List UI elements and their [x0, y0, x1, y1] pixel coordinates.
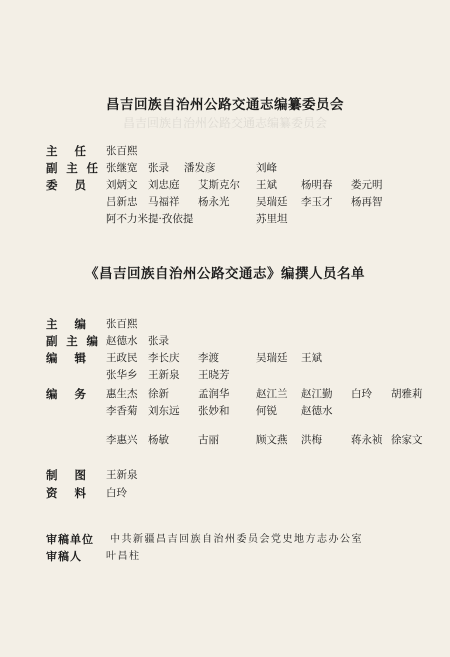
- materials-row: [0, 485, 450, 501]
- label-char: 主: [46, 144, 58, 158]
- person-name: 何锐: [256, 405, 277, 417]
- person-name: 顾文燕: [256, 434, 288, 446]
- person-name: 张继宽: [106, 162, 138, 174]
- label-char: 委: [46, 178, 58, 192]
- person-name: 吕新忠: [106, 196, 138, 208]
- person-name: 李渡: [198, 352, 219, 364]
- label-char: 主: [66, 161, 78, 175]
- label-review-unit: 审稿单位: [46, 533, 94, 546]
- label-char: 任: [86, 161, 98, 175]
- person-name: 吴瑞廷: [256, 196, 288, 208]
- person-name: 杨永光: [198, 196, 230, 208]
- person-name: 杨再智: [351, 196, 383, 208]
- person-name: 张百熙: [106, 318, 138, 330]
- label-char: 任: [74, 144, 86, 158]
- person-name: 苏里坦: [256, 213, 288, 225]
- reviewer-value: 叶昌柱: [106, 551, 141, 562]
- label-drafting: [46, 467, 86, 483]
- label-chief-editor: [46, 316, 86, 332]
- person-name: 艾斯克尔: [198, 179, 240, 191]
- label-staff: [46, 386, 86, 402]
- review-unit-value: 中共新疆昌吉回族自治州委员会党史地方志办公室: [110, 534, 363, 545]
- person-name: 赵德水: [106, 335, 138, 347]
- label-reviewer: 审稿人: [46, 550, 82, 563]
- person-name: 张录: [148, 162, 169, 174]
- deputy-editor-row: [0, 333, 450, 349]
- person-name: 刘峰: [256, 162, 277, 174]
- person-name: 赵江勤: [301, 388, 333, 400]
- committee-deputy-row: [0, 160, 450, 176]
- person-name: 杨明春: [301, 179, 333, 191]
- committee-director-row: [0, 143, 450, 159]
- bleed-through-text: 昌吉回族自治州公路交通志编纂委员会: [122, 116, 327, 130]
- label-director: [46, 143, 86, 159]
- staff-row2: [0, 403, 450, 419]
- committee-members-row1: [0, 177, 450, 193]
- label-editors: [46, 350, 86, 366]
- person-name: 刘炳文: [106, 179, 138, 191]
- person-name: 白玲: [106, 487, 127, 499]
- committee-title: 昌吉回族自治州公路交通志编纂委员会: [106, 97, 344, 113]
- reviewer-row: [0, 549, 450, 565]
- person-name: 古丽: [198, 434, 219, 446]
- label-char: 务: [74, 387, 86, 401]
- person-name: 孟润华: [198, 388, 230, 400]
- person-name: 徐新: [148, 388, 169, 400]
- person-name: 赵江兰: [256, 388, 288, 400]
- editors-title: 《昌吉回族自治州公路交通志》编撰人员名单: [85, 266, 365, 282]
- label-char: 编: [86, 334, 98, 348]
- person-name: 杨敏: [148, 434, 169, 446]
- person-name: 阿不力米提·孜依提: [106, 213, 194, 225]
- person-name: 王晓芳: [198, 369, 230, 381]
- editors-row2: [0, 367, 450, 383]
- person-name: 张百熙: [106, 145, 138, 157]
- person-name: 张录: [148, 335, 169, 347]
- person-name: 刘东远: [148, 405, 180, 417]
- label-deputy-director: [46, 160, 98, 176]
- person-name: 张华乡: [106, 369, 138, 381]
- label-members: [46, 177, 86, 193]
- person-name: 王新泉: [106, 469, 138, 481]
- label-char: 料: [74, 486, 86, 500]
- label-char: 制: [46, 468, 58, 482]
- label-char: 编: [74, 317, 86, 331]
- person-name: 王新泉: [148, 369, 180, 381]
- staff-row3: [0, 432, 450, 448]
- person-name: 刘忠庭: [148, 179, 180, 191]
- label-deputy-editor: [46, 333, 98, 349]
- drafting-row: [0, 467, 450, 483]
- person-name: 白玲: [351, 388, 372, 400]
- person-name: 李玉才: [301, 196, 333, 208]
- committee-members-row2: [0, 194, 450, 210]
- person-name: 李惠兴: [106, 434, 138, 446]
- staff-row1: [0, 386, 450, 402]
- person-name: 王政民: [106, 352, 138, 364]
- person-name: 吴瑞廷: [256, 352, 288, 364]
- label-char: 员: [74, 178, 86, 192]
- label-materials: [46, 485, 86, 501]
- label-char: 副: [46, 161, 58, 175]
- label-char: 图: [74, 468, 86, 482]
- person-name: 王斌: [256, 179, 277, 191]
- committee-members-row3: [0, 211, 450, 227]
- person-name: 惠生杰: [106, 388, 138, 400]
- person-name: 徐家文: [391, 434, 423, 446]
- chief-editor-row: [0, 316, 450, 332]
- label-char: 编: [46, 387, 58, 401]
- label-char: 资: [46, 486, 58, 500]
- editors-row1: [0, 350, 450, 366]
- person-name: 洪梅: [301, 434, 322, 446]
- label-char: 主: [46, 317, 58, 331]
- person-name: 张妙和: [198, 405, 230, 417]
- person-name: 马福祥: [148, 196, 180, 208]
- person-name: 王斌: [301, 352, 322, 364]
- person-name: 李香菊: [106, 405, 138, 417]
- label-char: 主: [66, 334, 78, 348]
- person-name: 娄元明: [351, 179, 383, 191]
- label-char: 副: [46, 334, 58, 348]
- person-name: 李长庆: [148, 352, 180, 364]
- person-name: 胡雅莉: [391, 388, 423, 400]
- label-char: 编: [46, 351, 58, 365]
- person-name: 潘发彦: [184, 162, 216, 174]
- review-unit-row: [0, 532, 450, 548]
- label-char: 辑: [74, 351, 86, 365]
- person-name: 蒋永祯: [351, 434, 383, 446]
- person-name: 赵德水: [301, 405, 333, 417]
